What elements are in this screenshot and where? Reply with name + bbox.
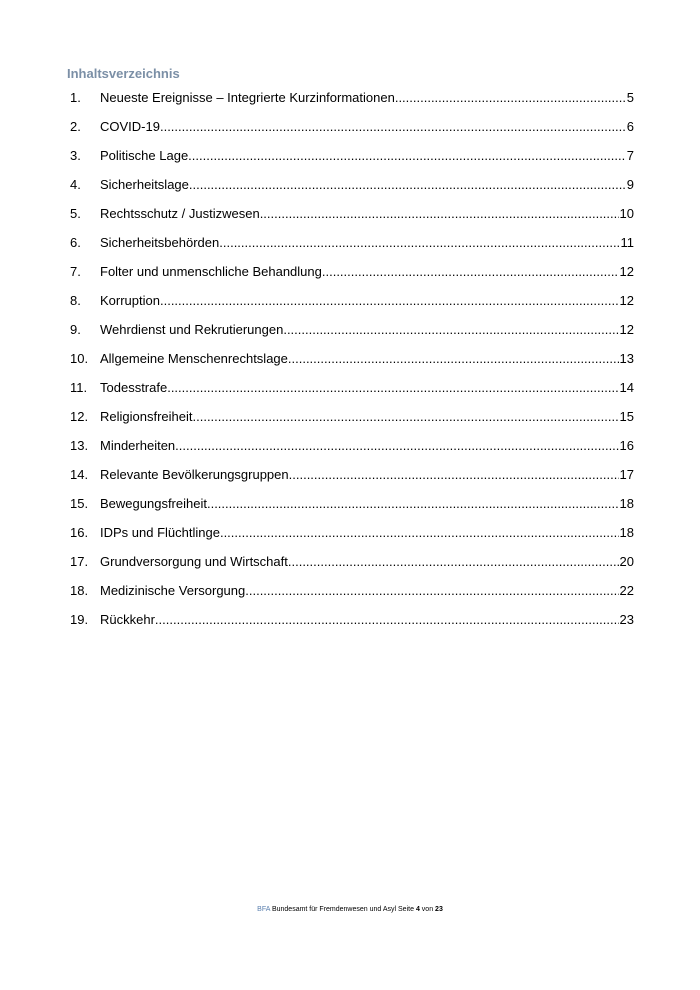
toc-entry-number: 17. [70, 554, 89, 569]
toc-entry-title[interactable]: Korruption [100, 293, 160, 308]
toc-dot-leader [288, 552, 619, 572]
toc-dot-leader [189, 175, 626, 195]
toc-entry-page[interactable]: 12 [619, 322, 634, 337]
toc-entry-number: 18. [70, 583, 89, 598]
toc-list [70, 88, 634, 639]
toc-dot-leader [245, 581, 618, 601]
toc-entry[interactable] [70, 552, 634, 581]
toc-entry-number: 2. [70, 119, 81, 134]
toc-entry[interactable] [70, 378, 634, 407]
toc-entry-number: 16. [70, 525, 89, 540]
toc-entry[interactable] [70, 262, 634, 291]
toc-dot-leader [220, 523, 619, 543]
toc-entry-page[interactable]: 12 [619, 293, 634, 308]
toc-entry-number: 7. [70, 264, 81, 279]
toc-dot-leader [288, 349, 619, 369]
toc-entry-title[interactable]: Wehrdienst und Rekrutierungen [100, 322, 284, 337]
toc-entry-title[interactable]: IDPs und Flüchtlinge [100, 525, 220, 540]
toc-entry-number: 9. [70, 322, 81, 337]
toc-entry-page[interactable]: 14 [619, 380, 634, 395]
toc-entry-page[interactable]: 11 [620, 235, 634, 250]
toc-entry-page[interactable]: 7 [626, 148, 634, 163]
toc-entry[interactable] [70, 291, 634, 320]
toc-heading: Inhaltsverzeichnis [67, 66, 180, 81]
toc-entry-number: 11. [70, 380, 88, 395]
toc-entry-page[interactable]: 20 [619, 554, 634, 569]
toc-entry-title[interactable]: Minderheiten [100, 438, 176, 453]
toc-entry-title[interactable]: Relevante Bevölkerungsgruppen [100, 467, 289, 482]
toc-dot-leader [322, 262, 619, 282]
toc-entry-title[interactable]: COVID-19 [100, 119, 160, 134]
toc-entry-title[interactable]: Politische Lage [100, 148, 189, 163]
footer-org-text: Bundesamt für Fremdenwesen und Asyl Seite [271, 906, 414, 913]
toc-dot-leader [395, 88, 626, 108]
toc-entry-number: 4. [70, 177, 81, 192]
toc-entry[interactable] [70, 88, 634, 117]
toc-dot-leader [193, 407, 619, 427]
toc-entry-page[interactable]: 10 [619, 206, 634, 221]
toc-entry-number: 12. [70, 409, 89, 424]
footer-of-text: von [421, 906, 434, 913]
toc-entry-title[interactable]: Bewegungsfreiheit [100, 496, 207, 511]
toc-entry-number: 5. [70, 206, 81, 221]
toc-dot-leader [175, 436, 618, 456]
toc-entry-title[interactable]: Sicherheitsbehörden [100, 235, 220, 250]
page-footer [0, 906, 700, 913]
toc-entry-page[interactable]: 18 [619, 525, 634, 540]
toc-entry[interactable] [70, 349, 634, 378]
toc-entry-page[interactable]: 5 [626, 90, 634, 105]
toc-dot-leader [160, 117, 626, 137]
toc-entry[interactable] [70, 610, 634, 639]
toc-entry-title[interactable]: Neueste Ereignisse – Integrierte Kurzinformationen [100, 90, 395, 105]
toc-dot-leader [283, 320, 618, 340]
toc-dot-leader [219, 233, 619, 253]
toc-dot-leader [160, 291, 619, 311]
toc-entry-page[interactable]: 15 [619, 409, 634, 424]
toc-entry-number: 19. [70, 612, 89, 627]
toc-entry-page[interactable]: 17 [619, 467, 634, 482]
toc-entry-page[interactable]: 9 [626, 177, 634, 192]
toc-entry-title[interactable]: Rückkehr [100, 612, 155, 627]
toc-entry-title[interactable]: Sicherheitslage [100, 177, 189, 192]
toc-entry-page[interactable]: 6 [626, 119, 634, 134]
toc-entry[interactable] [70, 117, 634, 146]
toc-dot-leader [289, 465, 619, 485]
toc-entry-number: 6. [70, 235, 81, 250]
toc-entry[interactable] [70, 146, 634, 175]
toc-entry[interactable] [70, 581, 634, 610]
toc-entry-page[interactable]: 18 [619, 496, 634, 511]
toc-entry-page[interactable]: 22 [619, 583, 634, 598]
toc-entry-title[interactable]: Rechtsschutz / Justizwesen [100, 206, 260, 221]
toc-entry-number: 8. [70, 293, 81, 308]
toc-entry[interactable] [70, 407, 634, 436]
toc-entry[interactable] [70, 175, 634, 204]
footer-brand: BFA [257, 906, 270, 913]
toc-entry-number: 14. [70, 467, 89, 482]
toc-dot-leader [260, 204, 619, 224]
toc-entry-title[interactable]: Religionsfreiheit [100, 409, 193, 424]
toc-entry-title[interactable]: Medizinische Versorgung [100, 583, 246, 598]
toc-entry-page[interactable]: 12 [619, 264, 634, 279]
toc-entry-number: 10. [70, 351, 89, 366]
toc-entry[interactable] [70, 320, 634, 349]
toc-entry-number: 13. [70, 438, 89, 453]
toc-entry-number: 3. [70, 148, 81, 163]
toc-entry-page[interactable]: 13 [619, 351, 634, 366]
toc-entry[interactable] [70, 523, 634, 552]
footer-total-pages: 23 [435, 906, 443, 913]
toc-entry[interactable] [70, 233, 634, 262]
toc-entry-title[interactable]: Todesstrafe [100, 380, 168, 395]
toc-entry[interactable] [70, 465, 634, 494]
toc-entry[interactable] [70, 204, 634, 233]
toc-entry[interactable] [70, 494, 634, 523]
toc-dot-leader [188, 146, 626, 166]
toc-entry[interactable] [70, 436, 634, 465]
footer-current-page: 4 [415, 906, 420, 913]
toc-entry-page[interactable]: 23 [619, 612, 634, 627]
toc-entry-number: 15. [70, 496, 89, 511]
toc-entry-title[interactable]: Folter und unmenschliche Behandlung [100, 264, 322, 279]
toc-dot-leader [155, 610, 619, 630]
toc-entry-title[interactable]: Allgemeine Menschenrechtslage [100, 351, 288, 366]
toc-dot-leader [207, 494, 619, 514]
toc-dot-leader [167, 378, 618, 398]
toc-entry-page[interactable]: 16 [619, 438, 634, 453]
toc-entry-title[interactable]: Grundversorgung und Wirtschaft [100, 554, 288, 569]
toc-entry-number: 1. [70, 90, 81, 105]
